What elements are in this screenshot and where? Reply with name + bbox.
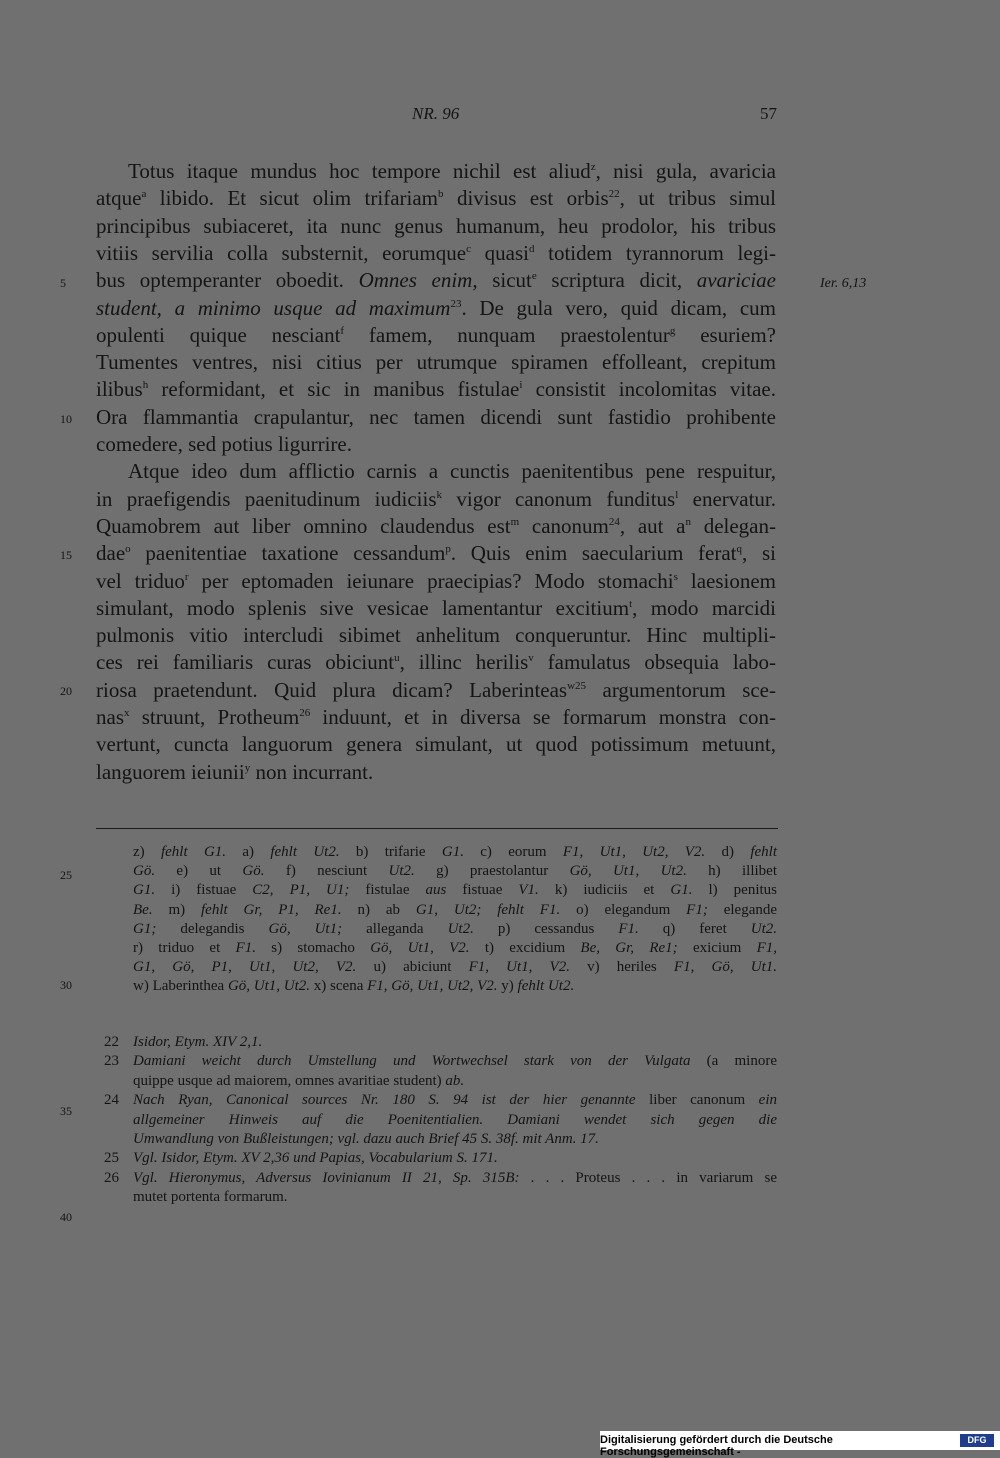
footnote-rule: [96, 828, 778, 829]
note-marker: y: [244, 761, 251, 774]
note-marker: k: [436, 488, 442, 501]
italic-run: Be.: [133, 901, 153, 918]
text-run: v) heriles: [569, 959, 674, 976]
text-run: s) stomacho: [255, 940, 371, 956]
text-run: p) cessandus: [473, 920, 619, 937]
text-run: famulatus obsequia labo-: [533, 650, 776, 675]
italic-run: G1, Gö, P1, Ut1, Ut2, V2.: [133, 959, 357, 976]
text-line: [96, 376, 776, 403]
italic-run: Gö, Ut1, V2.: [370, 940, 470, 956]
text-line: [96, 513, 776, 540]
italic-run: F1,: [756, 940, 777, 956]
text-run: u) abiciunt: [356, 959, 469, 976]
text-run: delegandis: [156, 920, 269, 937]
text-run: ces rei familiaris curas obiciunt: [96, 650, 395, 675]
note-number: 22: [104, 1034, 119, 1050]
text-line: [96, 322, 776, 349]
text-run: m): [152, 901, 202, 918]
dfg-logo: DFG: [960, 1434, 994, 1447]
italic-run: fehlt Gr, P1, Re1.: [201, 901, 342, 918]
text-run: enervatur.: [678, 486, 776, 511]
note-marker: m: [510, 515, 520, 528]
text-run: f) nesciunt: [264, 863, 389, 880]
text-line: [96, 295, 776, 322]
text-run: Totus itaque mundus hoc tempore nichil est aliud: [128, 159, 591, 183]
text-run: non incurrant.: [250, 759, 374, 784]
italic-run: Gö, Ut1;: [268, 920, 343, 937]
text-run: liber canonum: [635, 1092, 759, 1109]
text-run: e) ut: [155, 863, 243, 880]
text-run: t) excidium: [469, 940, 581, 956]
note-number: 26: [104, 1169, 119, 1186]
text-run: alleganda: [342, 920, 448, 937]
text-line: [128, 158, 776, 185]
note-marker: a: [141, 188, 147, 201]
italic-run: C2, P1, U1;: [252, 882, 350, 899]
italic-run: Omnes enim,: [358, 268, 478, 293]
text-run: vigor canonum funditus: [442, 486, 676, 511]
text-run: scriptura dicit,: [536, 268, 697, 293]
text-run: y): [497, 978, 518, 995]
text-run: d): [705, 844, 751, 860]
italic-run: Isidor, Etym. XIV 2,1.: [133, 1034, 263, 1050]
text-run: r) triduo et: [133, 940, 236, 956]
line-number: 30: [60, 978, 72, 992]
note-marker: t: [629, 597, 633, 610]
text-run: , illinc herilis: [399, 650, 529, 675]
text-run: vitiis servilia colla substernit, eorumque: [96, 240, 467, 265]
text-run: per eptomaden ieiunare praecipias? Modo stomachi: [188, 568, 674, 593]
note-marker: n: [685, 515, 691, 528]
apparatus-line: [133, 939, 777, 958]
note-marker: d: [528, 242, 535, 255]
italic-run: F1, Gö, Ut1.: [673, 959, 777, 976]
text-run: h) illibet: [686, 863, 777, 880]
note-marker: p: [445, 543, 451, 556]
note-marker: o: [125, 543, 131, 556]
text-run: ilibus: [96, 377, 143, 402]
text-run: . De gula vero, quid dicam, cum: [461, 295, 776, 320]
text-run: opulenti quique nesciant: [96, 322, 341, 347]
note-line: [133, 1111, 777, 1130]
italic-run: allgemeiner Hinweis auf die Poenitentialien. Damiani wendet sich gegen die: [133, 1111, 777, 1128]
apparatus-line: [133, 843, 777, 862]
text-run: , ut tribus simul: [619, 186, 776, 211]
line-number: 35: [60, 1104, 72, 1118]
text-line: [96, 622, 776, 649]
text-run: b) trifarie: [339, 844, 442, 860]
italic-run: Damiani weicht durch Umstellung und Wortwechsel stark von der Vulgata: [133, 1053, 691, 1070]
header-title: NR. 96: [412, 104, 460, 123]
note-marker: s: [673, 570, 678, 583]
line-number: 20: [60, 684, 72, 698]
italic-run: Vgl. Isidor, Etym. XV 2,36 und Papias, Vocabularium S. 171.: [133, 1150, 498, 1167]
line-number: 10: [60, 412, 72, 426]
italic-run: F1;: [686, 901, 708, 918]
italic-run: Gö, Ut1, Ut2.: [227, 978, 311, 995]
italic-run: Vgl. Hieronymus, Adversus Iovinianum II 21, Sp. 315B:: [133, 1169, 520, 1186]
margin-reference: Ier. 6,13: [820, 276, 867, 291]
italic-run: avariciae: [696, 268, 777, 293]
note-marker: c: [466, 242, 471, 255]
text-run: z): [133, 844, 161, 860]
italic-run: fehlt Ut2.: [270, 844, 340, 860]
text-run: exicium: [677, 940, 757, 956]
text-run: l) penitus: [692, 882, 777, 899]
italic-run: Ut2.: [388, 863, 415, 880]
text-run: , modo marcidi: [632, 595, 776, 620]
text-run: (a minore: [690, 1053, 777, 1070]
note-line: [133, 1130, 777, 1149]
text-run: libido. Et sicut olim trifariam: [146, 186, 439, 211]
text-run: famem, nunquam praestolentur: [344, 322, 670, 347]
apparatus-line: [133, 920, 777, 939]
italic-run: G1;: [133, 920, 157, 937]
text-run: q) feret: [638, 920, 751, 937]
text-run: laesionem: [677, 568, 776, 593]
text-run: dae: [96, 541, 126, 566]
text-run: quasi: [470, 240, 529, 265]
italic-run: student, a minimo usque ad maximum: [96, 295, 451, 320]
text-run: argumentorum sce-: [586, 677, 776, 702]
text-run: reformidant, et sic in manibus fistulae: [148, 377, 520, 402]
text-run: simulant, modo splenis sive vesicae lamentantur excitium: [96, 595, 630, 620]
line-number: 5: [60, 276, 66, 290]
note-marker: i: [519, 379, 523, 392]
text-run: vel triduo: [96, 568, 185, 593]
italic-run: F1, Ut1, Ut2, V2.: [562, 844, 706, 860]
text-line: [96, 595, 776, 622]
text-line: [96, 704, 776, 731]
text-run: paenitentiae taxatione cessandum: [130, 541, 446, 566]
note-marker: h: [142, 379, 149, 392]
text-line: [96, 568, 776, 595]
text-line: [96, 404, 776, 431]
italic-run: F1.: [618, 920, 639, 937]
digitization-footer: [600, 1431, 1000, 1458]
text-run: comedere, sed potius ligurrire.: [96, 432, 352, 456]
note-marker: 23: [450, 297, 462, 310]
italic-run: G1.: [133, 882, 156, 899]
note-marker: q: [736, 543, 743, 556]
text-line: [96, 240, 776, 267]
note-marker: v: [528, 652, 534, 665]
text-run: struunt, Protheum: [129, 705, 300, 729]
italic-run: F1, Ut1, V2.: [468, 959, 570, 976]
note-marker: 26: [299, 707, 311, 719]
apparatus-line: [133, 977, 777, 996]
text-run: . Quis enim saecularium ferat: [450, 541, 737, 566]
text-run: i) fistuae: [155, 882, 253, 899]
note-number: 25: [104, 1150, 119, 1167]
apparatus-line: [133, 862, 777, 881]
apparatus-line: [133, 901, 777, 920]
note-number: 24: [104, 1092, 119, 1109]
italic-run: F1.: [235, 940, 256, 956]
page-number: 57: [760, 104, 777, 123]
text-line: [96, 731, 776, 758]
italic-run: G1.: [441, 844, 464, 860]
text-run: , si: [742, 541, 776, 566]
text-line: [96, 759, 776, 786]
text-run: n) ab: [341, 901, 416, 918]
text-run: c) eorum: [463, 844, 563, 860]
text-run: Quamobrem aut liber omnino claudendus est: [96, 513, 511, 538]
italic-run: Ut2.: [447, 920, 474, 937]
line-number: 40: [60, 1210, 72, 1224]
text-line: [96, 349, 776, 376]
italic-run: fehlt: [750, 844, 777, 860]
text-line: [128, 458, 776, 485]
text-run: pulmonis vitio intercludi sibimet anhelitum conqueruntur. Hinc multipli-: [96, 623, 776, 648]
line-number: 15: [60, 548, 72, 562]
note-marker: x: [124, 707, 130, 719]
text-run: sicut: [477, 268, 532, 293]
note-line: [133, 1033, 777, 1052]
text-line: [96, 185, 776, 212]
text-line: [96, 649, 776, 676]
text-line: [96, 267, 776, 294]
italic-run: aus: [425, 882, 447, 899]
text-run: nas: [96, 705, 124, 729]
text-run: bus optemperanter oboedit.: [96, 268, 359, 293]
note-marker: r: [184, 570, 189, 583]
text-run: g) praestolantur: [414, 863, 570, 880]
note-marker: b: [438, 188, 444, 201]
apparatus-line: [133, 881, 777, 900]
text-run: , nisi gula, avaricia: [595, 159, 776, 183]
italic-run: V1.: [518, 882, 539, 899]
text-run: canonum: [519, 513, 609, 538]
text-line: [96, 677, 776, 704]
text-run: in praefigendis paenitudinum iudiciis: [96, 486, 437, 511]
italic-run: fehlt Ut2.: [517, 978, 575, 995]
text-run: atque: [96, 186, 142, 211]
text-run: totidem tyrannorum legi-: [534, 240, 777, 265]
text-line: [96, 213, 776, 240]
text-run: languorem ieiunii: [96, 759, 245, 784]
text-run: Tumentes ventres, nisi citius per utrumque spiramen effolleant, crepitum: [96, 350, 776, 375]
text-run: fistulae: [349, 882, 426, 899]
italic-run: Nach Ryan, Canonical sources Nr. 180 S. 94 ist der hier genannte: [133, 1092, 636, 1109]
text-run: x) scena: [310, 978, 368, 995]
apparatus-line: [133, 958, 777, 977]
italic-run: Ut2.: [750, 920, 778, 937]
note-marker: e: [531, 270, 537, 283]
italic-run: G1.: [670, 882, 693, 899]
text-run: delegan-: [691, 513, 776, 538]
text-run: . . . Proteus . . . in variarum se: [519, 1169, 777, 1186]
note-marker: u: [394, 652, 400, 665]
text-run: o) elegandum: [560, 901, 687, 918]
text-run: mutet portenta formarum.: [133, 1189, 288, 1206]
note-line: [133, 1072, 777, 1091]
italic-run: ein: [758, 1092, 777, 1109]
footer-credit: Digitalisierung gefördert durch die Deutsche Forschungsgemeinschaft -: [600, 1434, 833, 1458]
italic-run: Gö.: [133, 863, 156, 880]
text-run: a): [226, 844, 271, 860]
text-line: [96, 486, 776, 513]
note-marker: 22: [608, 188, 620, 201]
italic-run: ab.: [445, 1072, 465, 1089]
text-run: k) iudiciis et: [538, 882, 671, 899]
text-run: divisus est orbis: [443, 186, 609, 211]
italic-run: fehlt G1.: [160, 844, 227, 860]
note-number: 23: [104, 1053, 119, 1070]
text-run: elegande: [707, 901, 778, 918]
text-run: , aut a: [619, 513, 686, 538]
note-line: [133, 1149, 777, 1168]
text-run: w) Laberinthea: [133, 978, 228, 995]
text-run: Atque ideo dum afflictio carnis a cunctis paenitentibus pene respuitur,: [128, 459, 776, 484]
note-marker: z: [590, 161, 596, 173]
note-line: [133, 1169, 777, 1188]
note-line: [133, 1091, 777, 1110]
note-line: [133, 1188, 777, 1207]
text-run: Ora flammantia crapulantur, nec tamen dicendi sunt fastidio prohibente: [96, 404, 776, 429]
note-line: [133, 1052, 777, 1071]
italic-run: F1, Gö, Ut1, Ut2, V2.: [367, 978, 498, 995]
note-marker: w25: [567, 679, 587, 692]
text-run: vertunt, cuncta languorum genera simulant, ut quod potissimum metuunt,: [96, 732, 776, 757]
italic-run: Gö.: [242, 863, 265, 880]
italic-run: G1, Ut2; fehlt F1.: [415, 901, 561, 918]
text-run: esuriem?: [675, 322, 776, 347]
text-line: [96, 431, 776, 458]
text-run: quippe usque ad maiorem, omnes avaritiae student): [133, 1072, 446, 1089]
italic-run: Umwandlung von Bußleistungen; vgl. dazu auch Brief 45 S. 38f. mit Anm. 17.: [133, 1131, 599, 1147]
note-marker: 24: [608, 515, 620, 528]
italic-run: Be, Gr, Re1;: [580, 940, 678, 956]
text-line: [96, 540, 776, 567]
text-run: induunt, et in diversa se formarum monstra con-: [310, 705, 776, 729]
line-number: 25: [60, 868, 72, 882]
note-marker: l: [675, 488, 679, 501]
text-run: riosa praetendunt. Quid plura dicam? Laberinteas: [96, 677, 568, 702]
text-run: principibus subiaceret, ita nunc genus humanum, heu prodolor, his tribus: [96, 213, 776, 238]
note-marker: g: [669, 324, 676, 337]
text-run: fistuae: [446, 882, 519, 899]
italic-run: Gö, Ut1, Ut2.: [569, 863, 687, 880]
note-marker: f: [340, 324, 345, 337]
text-run: consistit incolomitas vitae.: [522, 377, 776, 402]
